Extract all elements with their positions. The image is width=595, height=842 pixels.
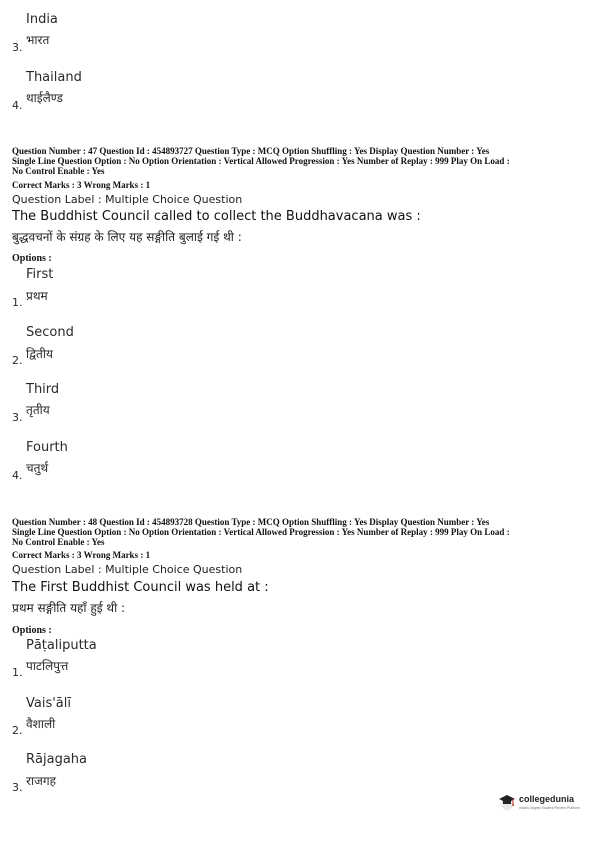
q47-question-text-hindi: बुद्धवचनों के संग्रह के लिए यह सङ्गीति बुलाई गई थी : — [12, 230, 242, 244]
q48-question-label: Question Label : Multiple Choice Question — [12, 563, 243, 576]
q48-marks: Correct Marks : 3 Wrong Marks : 1 — [12, 550, 151, 560]
q48-option-1-hi: पाटलिपुत्त — [26, 659, 69, 673]
q47-option-2-hi: द्वितीय — [26, 347, 53, 361]
q47-question-text: The Buddhist Council called to collect the Buddhavacana was : — [12, 209, 421, 224]
prev-option-4-number: 4. — [12, 99, 23, 112]
q48-option-1-en: Pāṭaliputta — [26, 638, 97, 653]
q47-marks: Correct Marks : 3 Wrong Marks : 1 — [12, 180, 151, 190]
q47-question-label: Question Label : Multiple Choice Question — [12, 193, 243, 206]
q47-option-3-en: Third — [26, 382, 60, 397]
q48-meta-line3: No Control Enable : Yes — [12, 537, 105, 547]
q47-option-4-number: 4. — [12, 469, 23, 482]
q48-option-1-number: 1. — [12, 666, 23, 679]
prev-option-3-en: India — [26, 12, 58, 27]
prev-option-3-number: 3. — [12, 41, 23, 54]
q47-option-1-hi: प्रथम — [26, 289, 48, 303]
prev-option-3-hi: भारत — [26, 33, 50, 47]
q48-option-2-number: 2. — [12, 724, 23, 737]
q47-option-2-en: Second — [26, 325, 74, 340]
watermark-name: collegedunia — [519, 794, 575, 804]
q48-option-2-en: Vais'ālī — [26, 696, 71, 711]
watermark-tagline: India's largest Student Review Platform — [519, 806, 580, 810]
q47-option-1-number: 1. — [12, 296, 23, 309]
q47-option-4-hi: चतुर्थ — [26, 461, 49, 475]
prev-option-4-en: Thailand — [26, 70, 82, 85]
q48-option-3-hi: राजगह — [26, 774, 57, 788]
q48-question-text-hindi: प्रथम सङ्गीति यहाँ हुई थी : — [12, 601, 126, 615]
graduation-cap-icon — [497, 792, 517, 812]
q47-meta-line3: No Control Enable : Yes — [12, 166, 105, 176]
q48-option-3-number: 3. — [12, 781, 23, 794]
q47-option-3-number: 3. — [12, 411, 23, 424]
q47-options-heading: Options : — [12, 253, 52, 264]
prev-option-4-hi: थाईलैण्ड — [26, 91, 63, 105]
q48-meta-line1: Question Number : 48 Question Id : 454893728 Question Type : MCQ Option Shuffling : Yes Display Question Number : Yes — [12, 517, 490, 527]
collegedunia-watermark — [497, 788, 589, 818]
q47-option-1-en: First — [26, 267, 54, 282]
q47-meta-line2: Single Line Question Option : No Option Orientation : Vertical Allowed Progression : Yes Number of Replay : 999 Play On Load : — [12, 156, 510, 166]
q47-option-3-hi: तृतीय — [26, 403, 50, 417]
q48-options-heading: Options : — [12, 625, 52, 636]
q47-meta-line1: Question Number : 47 Question Id : 454893727 Question Type : MCQ Option Shuffling : Yes Display Question Number : Yes — [12, 146, 490, 156]
q48-meta-line2: Single Line Question Option : No Option Orientation : Vertical Allowed Progression : Yes Number of Replay : 999 Play On Load : — [12, 527, 510, 537]
q48-question-text: The First Buddhist Council was held at : — [12, 580, 269, 595]
q47-option-4-en: Fourth — [26, 440, 68, 455]
q48-option-2-hi: वैशाली — [26, 717, 56, 731]
q47-option-2-number: 2. — [12, 354, 23, 367]
q48-option-3-en: Rājagaha — [26, 752, 88, 767]
